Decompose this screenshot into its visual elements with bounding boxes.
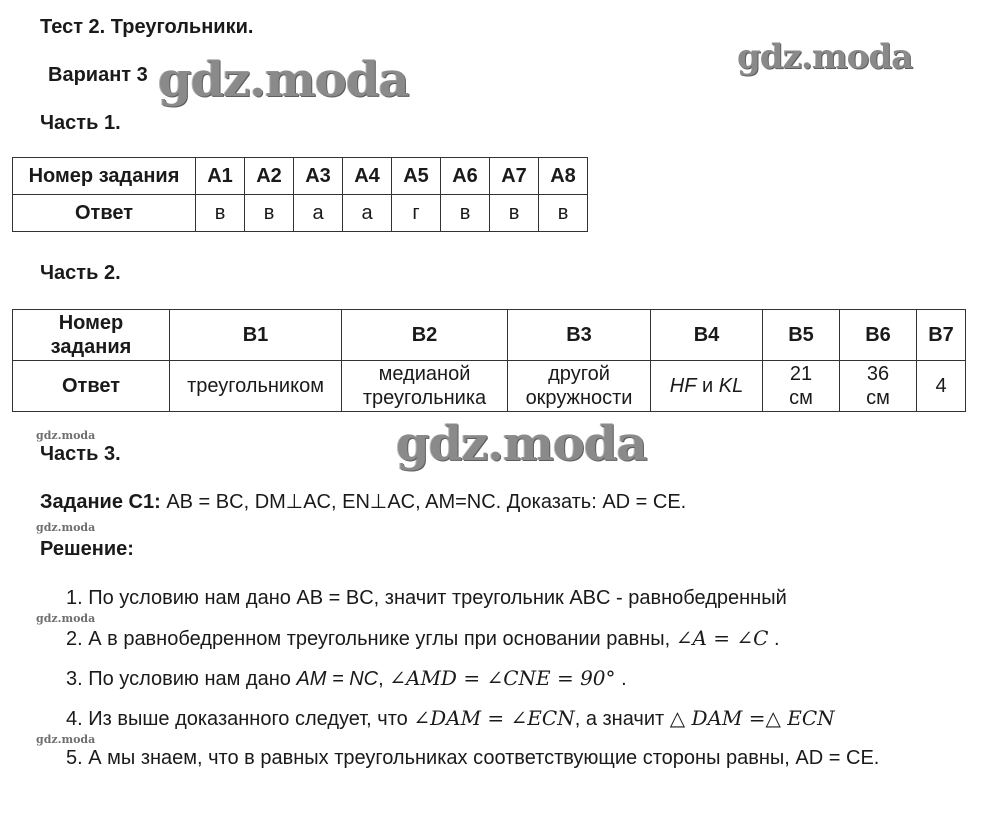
part1-heading: Часть 1. — [40, 112, 121, 134]
step-math: ∠A = ∠C — [675, 626, 769, 650]
task-number: B1 — [170, 310, 342, 361]
variant-label: Вариант 3 — [48, 64, 148, 86]
answer-text: 21 — [789, 363, 813, 385]
answer-text: см — [866, 387, 890, 409]
task-number: A3 — [294, 158, 343, 195]
task-number: A4 — [343, 158, 392, 195]
answer-text: 4 — [935, 375, 947, 397]
step-math: ∠DAM = ∠ECN — [413, 706, 575, 730]
solution-step-3 — [66, 666, 627, 691]
part1-table — [12, 157, 588, 232]
answer-text: см — [789, 387, 813, 409]
answer-cell — [651, 361, 763, 412]
row-label-task-line1: Номер — [58, 312, 124, 334]
part2-heading: Часть 2. — [40, 262, 121, 284]
solution-step-1: 1. По условию нам дано AB = BC, значит треугольник ABC - равнобедренный — [66, 587, 787, 609]
watermark: gdz.moda — [36, 521, 96, 534]
answer-text: KL — [718, 375, 744, 397]
answer-cell: в — [196, 195, 245, 232]
table-row — [13, 310, 966, 361]
watermark: gdz.moda — [36, 733, 96, 746]
task-text: AB = BC, DM⊥AC, EN⊥AC, AM=NC. Доказать: AD = CE. — [160, 491, 687, 513]
table-row — [13, 158, 588, 195]
watermark: gdz.moda — [36, 429, 96, 442]
task-number: B5 — [763, 310, 840, 361]
answer-cell: в — [441, 195, 490, 232]
task-number: A1 — [196, 158, 245, 195]
row-label-answer: Ответ — [13, 361, 170, 412]
step-text: AM = NC — [296, 668, 379, 690]
task-label: Задание С1: — [40, 491, 161, 513]
row-label-task-line2: задания — [50, 336, 132, 358]
answer-cell — [508, 361, 651, 412]
step-text: . — [615, 668, 627, 690]
task-number: A6 — [441, 158, 490, 195]
solution-step-4 — [66, 706, 835, 731]
page-title: Тест 2. Треугольники. — [40, 16, 254, 38]
step-math: △ DAM =△ ECN — [669, 706, 835, 730]
row-label-task — [13, 310, 170, 361]
answer-cell — [763, 361, 840, 412]
answer-cell — [170, 361, 342, 412]
answer-text: другой — [548, 363, 610, 385]
answer-cell — [840, 361, 917, 412]
answer-cell: в — [490, 195, 539, 232]
row-label-answer: Ответ — [13, 195, 196, 232]
answer-text: треугольника — [362, 387, 487, 409]
task-number: B3 — [508, 310, 651, 361]
answer-text: окружности — [525, 387, 633, 409]
task-number: A7 — [490, 158, 539, 195]
answer-text: HF — [669, 375, 697, 397]
answer-cell: а — [343, 195, 392, 232]
part3-heading: Часть 3. — [40, 443, 121, 465]
answer-cell: в — [245, 195, 294, 232]
watermark: gdz.moda — [158, 52, 409, 108]
step-math: ∠AMD = ∠CNE = 90° — [389, 666, 616, 690]
answer-cell: г — [392, 195, 441, 232]
task-number: B2 — [342, 310, 508, 361]
task-number: A2 — [245, 158, 294, 195]
answer-cell: в — [539, 195, 588, 232]
step-text: 4. Из выше доказанного следует, что — [66, 708, 414, 730]
answer-cell: а — [294, 195, 343, 232]
step-text: . — [768, 628, 780, 650]
task-number: B6 — [840, 310, 917, 361]
row-label-task: Номер задания — [13, 158, 196, 195]
step-text: 3. По условию нам дано — [66, 668, 297, 690]
answer-text: медианой — [378, 363, 471, 385]
solution-step-2 — [66, 626, 780, 651]
step-text: , а значит — [574, 708, 670, 730]
answer-cell — [917, 361, 966, 412]
watermark: gdz.moda — [737, 37, 913, 77]
table-row — [13, 195, 588, 232]
task-number: B4 — [651, 310, 763, 361]
watermark: gdz.moda — [396, 416, 647, 472]
answer-text: и — [696, 375, 719, 397]
answer-cell — [342, 361, 508, 412]
solution-label: Решение: — [40, 538, 134, 560]
task-number: A8 — [539, 158, 588, 195]
task-number: A5 — [392, 158, 441, 195]
part2-table — [12, 309, 966, 412]
step-text: , — [378, 668, 390, 690]
step-text: 2. А в равнобедренном треугольнике углы при основании равны, — [66, 628, 676, 650]
solution-step-5: 5. А мы знаем, что в равных треугольниках соответствующие стороны равны, AD = CE. — [66, 747, 880, 769]
watermark: gdz.moda — [36, 612, 96, 625]
answer-text: треугольником — [187, 375, 324, 397]
task-number: B7 — [917, 310, 966, 361]
table-row — [13, 361, 966, 412]
answer-text: 36 — [866, 363, 890, 385]
task-c1 — [40, 490, 686, 514]
